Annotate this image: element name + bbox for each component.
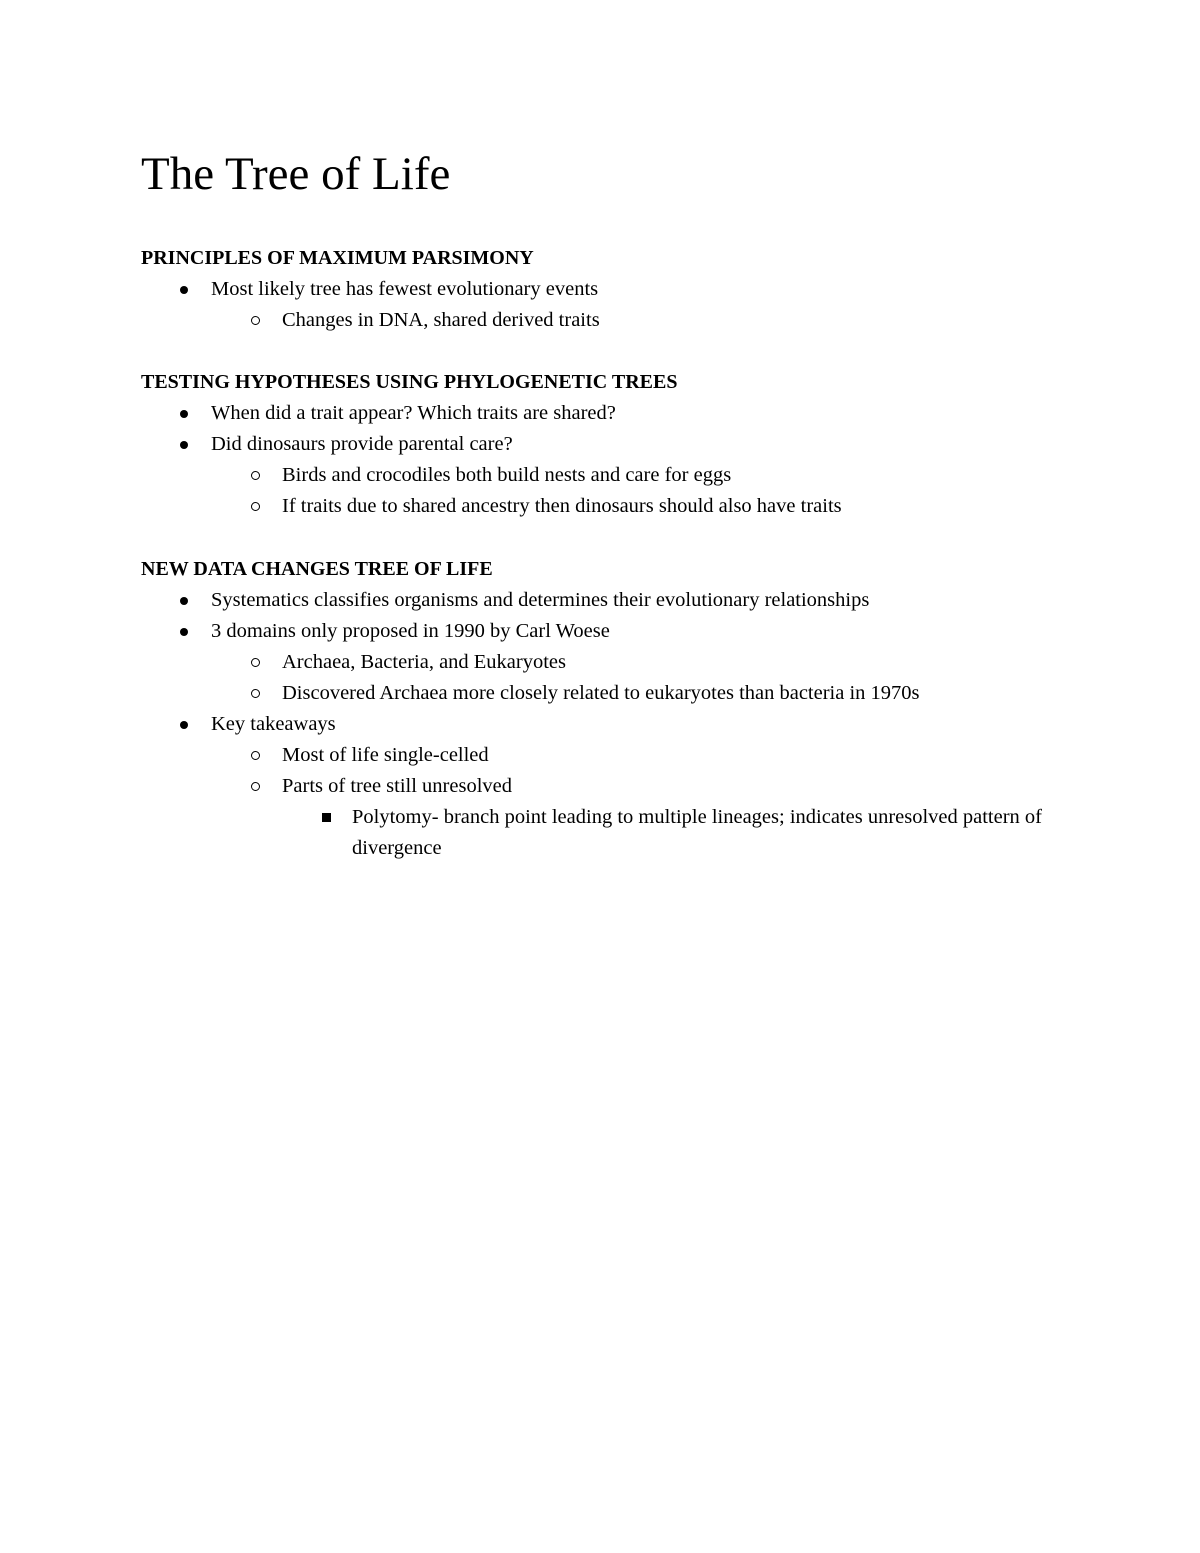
filled-bullet-icon bbox=[177, 274, 191, 305]
list-item-text: Did dinosaurs provide parental care? bbox=[211, 433, 513, 455]
list-item bbox=[141, 429, 1101, 460]
list-item bbox=[141, 740, 1101, 771]
square-bullet-icon bbox=[319, 802, 333, 833]
list-item bbox=[141, 305, 1101, 336]
list-item bbox=[141, 802, 1101, 864]
document-title: The Tree of Life bbox=[141, 148, 451, 200]
list-item-text: If traits due to shared ancestry then dinosaurs should also have traits bbox=[282, 495, 842, 517]
list-item bbox=[141, 398, 1101, 429]
list-item-text: Polytomy- branch point leading to multiple lineages; indicates unresolved pattern of divergence bbox=[352, 806, 1043, 859]
list-item-text: When did a trait appear? Which traits are shared? bbox=[211, 402, 616, 424]
section-heading: TESTING HYPOTHESES USING PHYLOGENETIC TREES bbox=[141, 371, 678, 393]
list-item bbox=[141, 647, 1101, 678]
list-item-text: Changes in DNA, shared derived traits bbox=[282, 309, 600, 331]
list-item bbox=[141, 771, 1101, 802]
hollow-bullet-icon bbox=[248, 647, 262, 678]
filled-bullet-icon bbox=[177, 585, 191, 616]
hollow-bullet-icon bbox=[248, 740, 262, 771]
list-item bbox=[141, 709, 1101, 740]
hollow-bullet-icon bbox=[248, 771, 262, 802]
list-item-text: Most of life single-celled bbox=[282, 744, 489, 766]
hollow-bullet-icon bbox=[248, 678, 262, 709]
list-item bbox=[141, 616, 1101, 647]
list-item bbox=[141, 460, 1101, 491]
list-item-text: Key takeaways bbox=[211, 713, 336, 735]
filled-bullet-icon bbox=[177, 398, 191, 429]
hollow-bullet-icon bbox=[248, 491, 262, 522]
list-item-text: 3 domains only proposed in 1990 by Carl Woese bbox=[211, 620, 610, 642]
list-item-text: Birds and crocodiles both build nests and care for eggs bbox=[282, 464, 732, 486]
filled-bullet-icon bbox=[177, 616, 191, 647]
filled-bullet-icon bbox=[177, 429, 191, 460]
section-new-data-changes-tree-of-life bbox=[141, 554, 1101, 864]
list-item bbox=[141, 678, 1101, 709]
section-heading: NEW DATA CHANGES TREE OF LIFE bbox=[141, 558, 493, 580]
list-item-text: Discovered Archaea more closely related to eukaryotes than bacteria in 1970s bbox=[282, 682, 920, 704]
list-item-text: Most likely tree has fewest evolutionary events bbox=[211, 278, 599, 300]
filled-bullet-icon bbox=[177, 709, 191, 740]
list-item-text: Archaea, Bacteria, and Eukaryotes bbox=[282, 651, 567, 673]
list-item-text: Systematics classifies organisms and determines their evolutionary relationships bbox=[211, 589, 870, 611]
section-heading: PRINCIPLES OF MAXIMUM PARSIMONY bbox=[141, 247, 534, 269]
list-item bbox=[141, 491, 1101, 522]
list-item-text: Parts of tree still unresolved bbox=[282, 775, 513, 797]
list-item bbox=[141, 274, 1101, 305]
section-principles-of-maximum-parsimony bbox=[141, 243, 1101, 336]
hollow-bullet-icon bbox=[248, 460, 262, 491]
list-item bbox=[141, 585, 1101, 616]
section-testing-hypotheses bbox=[141, 367, 1101, 522]
hollow-bullet-icon bbox=[248, 305, 262, 336]
